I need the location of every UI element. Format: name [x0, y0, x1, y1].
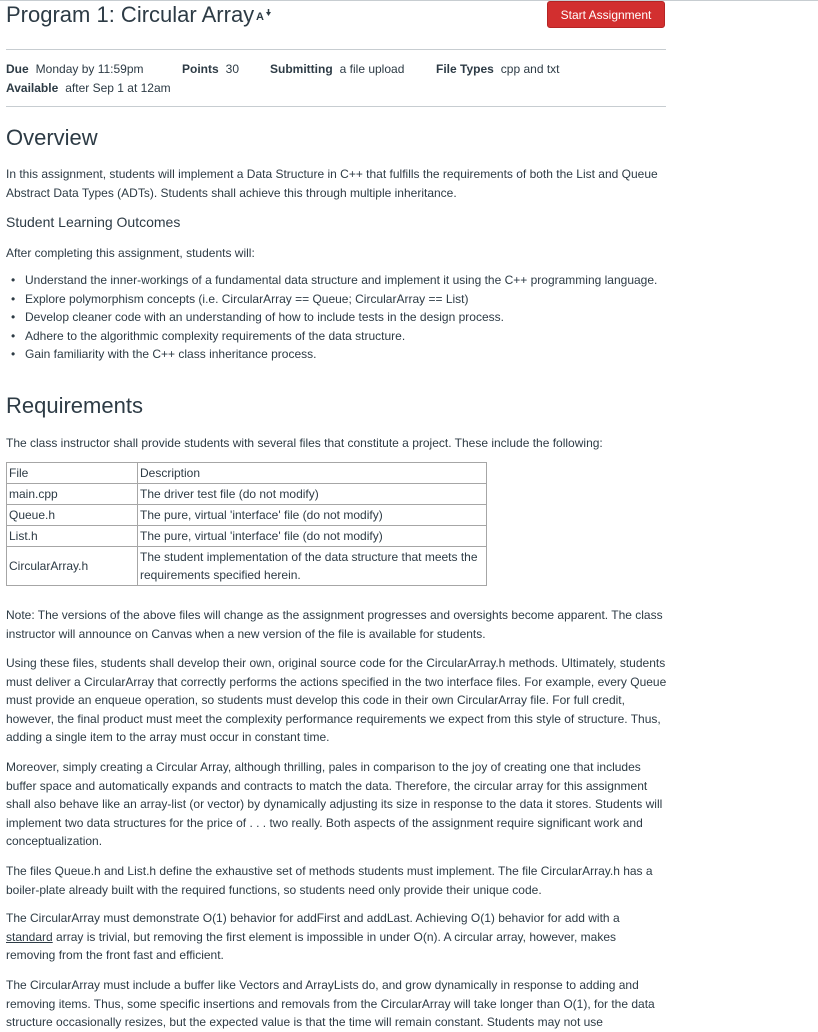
table-cell: List.h — [7, 526, 138, 547]
table-header-cell: Description — [138, 463, 487, 484]
standard-link[interactable]: standard — [6, 929, 53, 944]
page-title: Program 1: Circular Array — [6, 2, 255, 27]
list-item: • Gain familiarity with the C++ class inheritance process. — [25, 345, 685, 364]
file-types-label: File Types — [436, 62, 494, 76]
body-paragraph — [6, 909, 668, 965]
due-label: Due — [6, 62, 29, 76]
start-assignment-button[interactable]: Start Assignment — [547, 1, 665, 28]
due-value: Monday by 11:59pm — [35, 62, 144, 76]
table-cell: The pure, virtual 'interface' file (do not modify) — [138, 526, 487, 547]
requirements-intro: The class instructor shall provide students with several files that constitute a project. These include the following: — [6, 436, 603, 450]
body-paragraph: Using these files, students shall develop their own, original source code for the CircularArray.h methods. Ultimately, students must deliver a CircularArray that correctly performs the actions specified in the two interface files. For example, every Queue must provide an enqueue operation, so students must develop this code in their own CircularArray file. For full credit, however, the final product must meet the complexity performance requirements we expect from this style of structure. Thus, adding a single item to the array must occur in constant time. — [6, 656, 667, 745]
body-paragraph: Moreover, simply creating a Circular Array, although thrilling, pales in comparison to the joy of creating one that includes buffer space and automatically expands and contracts to match the data. Therefore, the circular array for this assignment shall also behave like an array-list (or vector) by dynamically adjusting its size in response to the data it stores. Students will implement two data structures for the price of . . . two really. Both aspects of the assignment require significant work and conceptualization. — [6, 760, 663, 849]
outcomes-list — [6, 271, 685, 364]
note-paragraph: Note: The versions of the above files will change as the assignment progresses and oversights become apparent. The class instructor will announce on Canvas when a new version of the file is available for students. — [6, 608, 663, 641]
table-cell: The driver test file (do not modify) — [138, 484, 487, 505]
slo-heading: Student Learning Outcomes — [6, 214, 181, 230]
table-cell: Queue.h — [7, 505, 138, 526]
due-info — [6, 61, 144, 77]
table-cell: CircularArray.h — [7, 547, 138, 586]
file-types-info — [436, 61, 560, 77]
list-item: • Develop cleaner code with an understanding of how to include tests in the design process. — [25, 308, 685, 327]
points-label: Points — [182, 62, 219, 76]
table-cell: main.cpp — [7, 484, 138, 505]
body-paragraph: The CircularArray must include a buffer like Vectors and ArrayLists do, and grow dynamically in response to adding and removing items. Thus, some specific insertions and removals from the CircularArray will take longer than O(1), for the data structure occasionally resizes, but the expected value is that the time will remain constant. Students may not use — [6, 978, 655, 1030]
paragraph-text: The CircularArray must demonstrate O(1) behavior for addFirst and addLast. Achieving O(1) behavior for add with a — [6, 911, 620, 925]
points-info — [182, 61, 239, 77]
table-cell: The student implementation of the data structure that meets the requirements specified herein. — [138, 547, 487, 586]
table-header-row — [7, 463, 487, 484]
available-info — [6, 80, 171, 96]
list-item: • Explore polymorphism concepts (i.e. CircularArray == Queue; CircularArray == List) — [25, 290, 685, 309]
table-cell: The pure, virtual 'interface' file (do not modify) — [138, 505, 487, 526]
submitting-value: a file upload — [339, 62, 405, 76]
points-value: 30 — [225, 62, 240, 76]
divider — [6, 49, 666, 50]
body-paragraph: The files Queue.h and List.h define the exhaustive set of methods students must implement. The file CircularArray.h has a boiler-plate already built with the required functions, so students need only provide their unique code. — [6, 864, 653, 897]
submitting-label: Submitting — [270, 62, 333, 76]
overview-heading: Overview — [6, 125, 98, 150]
available-label: Available — [6, 81, 59, 95]
table-row — [7, 526, 487, 547]
table-row — [7, 547, 487, 586]
divider — [6, 106, 666, 107]
submitting-info — [270, 61, 404, 77]
files-table — [6, 462, 487, 586]
paragraph-text: array is trivial, but removing the first element is impossible in under O(n). A circular array, however, makes removing from the front fast and efficient. — [6, 929, 617, 963]
list-item: • Understand the inner-workings of a fundamental data structure and implement it using the C++ programming language. — [25, 271, 685, 290]
file-types-value: cpp and txt — [500, 62, 560, 76]
available-value: after Sep 1 at 12am — [65, 81, 171, 95]
table-row — [7, 484, 487, 505]
svg-text:A: A — [256, 11, 264, 21]
overview-intro: In this assignment, students will implement a Data Structure in C++ that fulfills the requirements of both the List and Queue Abstract Data Types (ADTs). Students shall achieve this through multiple inheritance. — [6, 167, 658, 200]
list-item: • Adhere to the algorithmic complexity requirements of the data structure. — [25, 327, 685, 346]
table-row — [7, 505, 487, 526]
slo-intro: After completing this assignment, students will: — [6, 246, 255, 260]
font-size-icon[interactable] — [256, 9, 272, 21]
table-header-cell: File — [7, 463, 138, 484]
requirements-heading: Requirements — [6, 393, 143, 418]
